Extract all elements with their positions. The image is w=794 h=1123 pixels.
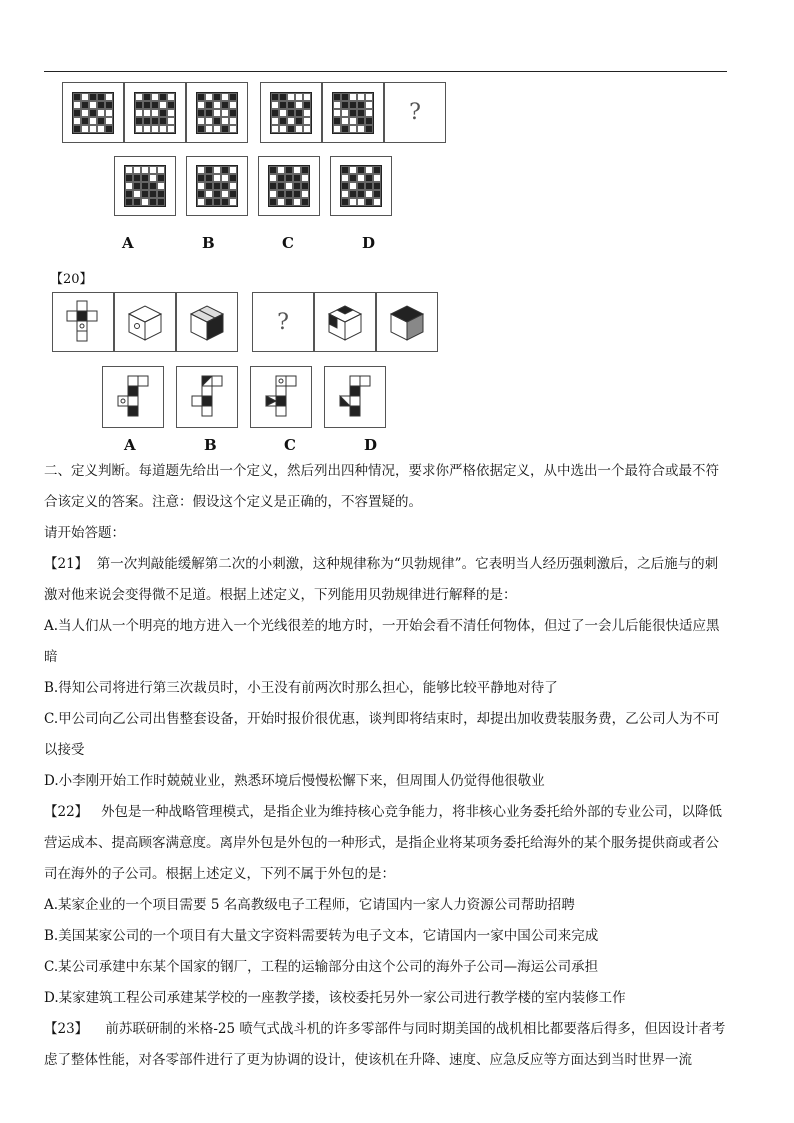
start-prompt: 请开始答题： bbox=[44, 525, 125, 541]
question-21-tag: 【21】 bbox=[44, 556, 89, 572]
option-c-figure[interactable] bbox=[258, 156, 320, 216]
option-a-figure[interactable] bbox=[114, 156, 176, 216]
cube-net-icon bbox=[189, 374, 225, 420]
pattern-grid bbox=[268, 165, 310, 207]
header-rule bbox=[44, 71, 727, 72]
question-mark: ? bbox=[277, 309, 289, 335]
stem-line: 司在海外的子公司。根据上述定义，下列不属于外包的是： bbox=[44, 866, 395, 882]
option-c-figure[interactable] bbox=[250, 366, 312, 428]
stem-line: 第一次判敲能缓解第二次的小刺激，这种规律称为“贝勃规律”。它表明当人经历强刺激后，之后施与的刺 bbox=[96, 556, 719, 572]
option-b-label: B bbox=[204, 436, 217, 454]
seq-cell-4 bbox=[260, 82, 322, 143]
cube-icon bbox=[385, 300, 429, 344]
puzzle-19-sequence bbox=[62, 82, 446, 143]
option-b[interactable]: B.得知公司将进行第三次裁员时，小王没有前两次时那么担心，能够比较平静地对待了 bbox=[44, 680, 558, 696]
seq-cell-unknown bbox=[252, 292, 314, 352]
option-d[interactable]: D.小李刚开始工作时兢兢业业，熟悉环境后慢慢松懈下来，但周围人仍觉得他很敬业 bbox=[44, 773, 545, 789]
question-20-tag: 【20】 bbox=[50, 272, 93, 287]
option-a[interactable]: A.当人们从一个明亮的地方进入一个光线很差的地方时，一开始会看不清任何物体，但过了一会儿后能很快适应黑 bbox=[44, 618, 720, 634]
seq-cell-2 bbox=[114, 292, 176, 352]
pattern-grid bbox=[270, 92, 312, 134]
cube-icon bbox=[123, 300, 167, 344]
question-22-stem bbox=[44, 797, 756, 828]
pattern-grid bbox=[134, 92, 176, 134]
puzzle-19-figure bbox=[62, 82, 432, 252]
pattern-grid bbox=[340, 165, 382, 207]
seq-cell-unknown bbox=[384, 82, 446, 143]
seq-cell-1 bbox=[62, 82, 124, 143]
cube-icon bbox=[323, 300, 367, 344]
option-d-label: D bbox=[364, 436, 378, 454]
cube-net-icon bbox=[63, 297, 103, 347]
seq-cell-5 bbox=[322, 82, 384, 143]
seq-cell-2 bbox=[124, 82, 186, 143]
option-c-label: C bbox=[284, 436, 296, 454]
cube-icon bbox=[185, 300, 229, 344]
cube-net-icon bbox=[337, 374, 373, 420]
stem-line: 前苏联研制的米格-25 喷气式战斗机的许多零部件与同时期美国的战机相比都要落后得多，但因设计者考 bbox=[105, 1021, 726, 1037]
option-c[interactable]: C.甲公司向乙公司出售整套设备，开始时报价很优惠，谈判即将结束时，却提出加收费装服务费，乙公司人为不可 bbox=[44, 711, 720, 727]
option-b-figure[interactable] bbox=[176, 366, 238, 428]
section-intro-line: 合该定义的答案。注意：假设这个定义是正确的，不容置疑的。 bbox=[44, 494, 422, 510]
seq-cell-5 bbox=[314, 292, 376, 352]
pattern-grid bbox=[196, 92, 238, 134]
option-b[interactable]: B.美国某家公司的一个项目有大量文字资料需要转为电子文本，它请国内一家中国公司来完成 bbox=[44, 928, 599, 944]
option-b-figure[interactable] bbox=[186, 156, 248, 216]
option-c[interactable]: C.某公司承建中东某个国家的钢厂，工程的运输部分由这个公司的海外子公司—海运公司承担 bbox=[44, 959, 599, 975]
puzzle-20-labels bbox=[124, 436, 444, 454]
document-body bbox=[44, 456, 756, 1076]
pattern-grid bbox=[72, 92, 114, 134]
cube-net-icon bbox=[115, 374, 151, 420]
section-intro-line: 二、定义判断。每道题先给出一个定义，然后列出四种情况，要求你严格依据定义，从中选出一个最符合或最不符 bbox=[44, 463, 719, 479]
puzzle-20-sequence bbox=[52, 292, 438, 352]
option-d[interactable]: D.某家建筑工程公司承建某学校的一座教学搂，该校委托另外一家公司进行教学楼的室内装修工作 bbox=[44, 990, 626, 1006]
puzzle-19-labels bbox=[122, 234, 442, 252]
option-c-cont: 以接受 bbox=[44, 742, 85, 758]
option-a-label: A bbox=[124, 436, 136, 454]
option-a-figure[interactable] bbox=[102, 366, 164, 428]
cube-net-icon bbox=[263, 374, 299, 420]
seq-cell-1 bbox=[52, 292, 114, 352]
question-23-tag: 【23】 bbox=[44, 1021, 89, 1037]
seq-cell-3 bbox=[176, 292, 238, 352]
question-23-stem bbox=[44, 1014, 756, 1045]
option-d-figure[interactable] bbox=[330, 156, 392, 216]
pattern-grid bbox=[124, 165, 166, 207]
question-mark: ? bbox=[409, 100, 421, 125]
question-21-stem bbox=[44, 549, 756, 580]
option-b-label: B bbox=[202, 234, 215, 252]
option-d-label: D bbox=[362, 234, 376, 252]
seq-cell-3 bbox=[186, 82, 248, 143]
puzzle-19-options bbox=[114, 156, 392, 216]
seq-cell-6 bbox=[376, 292, 438, 352]
pattern-grid bbox=[332, 92, 374, 134]
stem-line: 营运成本、提高顾客满意度。离岸外包是外包的一种形式，是指企业将某项务委托给海外的某个服务提供商或者公 bbox=[44, 835, 719, 851]
pattern-grid bbox=[196, 165, 238, 207]
option-c-label: C bbox=[282, 234, 294, 252]
option-a-cont: 暗 bbox=[44, 649, 58, 665]
stem-line: 虑了整体性能，对各零部件进行了更为协调的设计，使该机在升降、速度、应急反应等方面达到当时世界一流 bbox=[44, 1052, 692, 1068]
stem-line: 激对他来说会变得微不足道。根据上述定义，下列能用贝勃规律进行解释的是： bbox=[44, 587, 517, 603]
option-d-figure[interactable] bbox=[324, 366, 386, 428]
question-22-tag: 【22】 bbox=[44, 804, 89, 820]
option-a-label: A bbox=[122, 234, 134, 252]
stem-line: 外包是一种战略管理模式，是指企业为维持核心竞争能力，将非核心业务委托给外部的专业公司，以降低 bbox=[101, 804, 723, 820]
option-a[interactable]: A.某家企业的一个项目需要 5 名高教级电子工程师，它请国内一家人力资源公司帮助招聘 bbox=[44, 897, 575, 913]
puzzle-20-options bbox=[102, 366, 386, 428]
